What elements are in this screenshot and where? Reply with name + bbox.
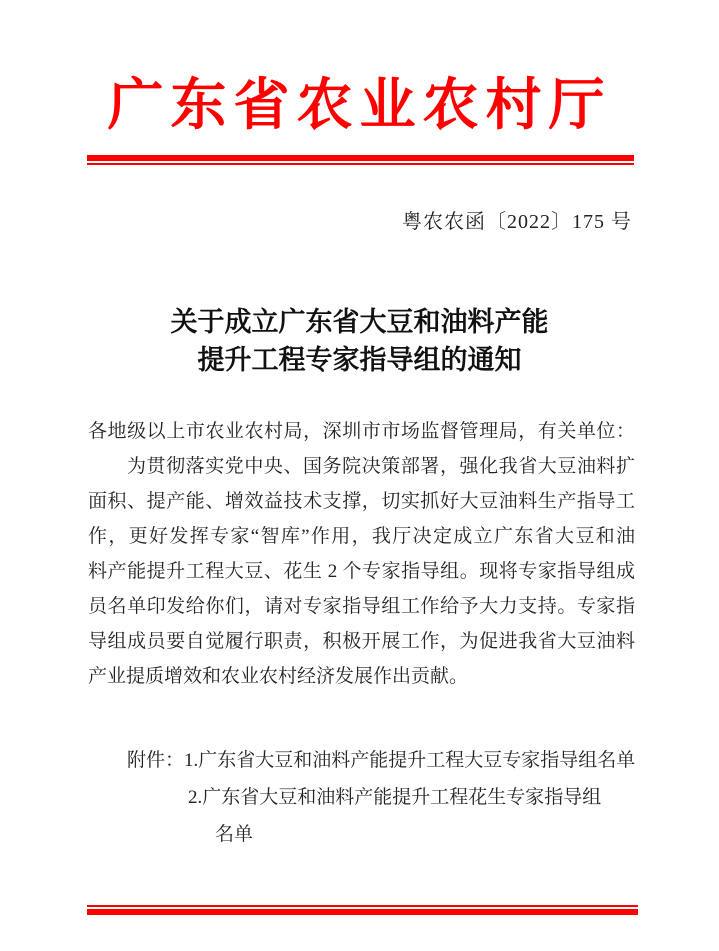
header-divider [87, 155, 634, 165]
paragraph-line-2: 面积、提产能、增效益技术支撑，切实抓好大豆油料生产指导工 [88, 491, 635, 512]
document-reference-number: 粤农农函〔2022〕175 号 [402, 211, 632, 233]
attachment-item-2: 2.广东省大豆和油料产能提升工程花生专家指导组 [188, 787, 602, 808]
paragraph-line-6: 导组成员要自觉履行职责，积极开展工作，为促进我省大豆油料 [88, 631, 635, 652]
document-title-line-1: 关于成立广东省大豆和油料产能 [170, 307, 549, 337]
footer-divider-thick-line [87, 909, 638, 915]
paragraph-line-5: 员名单印发给你们，请对专家指导组工作给予大力支持。专家指 [88, 596, 635, 617]
recipients-line: 各地级以上市农业农村局，深圳市市场监督管理局，有关单位： [88, 421, 635, 442]
paragraph-line-4: 料产能提升工程大豆、花生 2 个专家指导组。现将专家指导组成 [88, 561, 635, 582]
document-title [0, 303, 719, 379]
paragraph-line-7: 产业提质增效和农业农村经济发展作出贡献。 [88, 666, 469, 687]
footer-divider [87, 905, 638, 915]
attachment-item-2-continuation: 名单 [215, 824, 254, 845]
attachment-item-1: 1.广东省大豆和油料产能提升工程大豆专家指导组名单 [184, 750, 636, 771]
attachments-block [88, 742, 668, 853]
attachments-label: 附件： [127, 750, 185, 771]
agency-name: 广东省农业农村厅 [107, 75, 612, 137]
paragraph-line-1: 为贯彻落实党中央、国务院决策部署，强化我省大豆油料扩 [127, 456, 635, 477]
document-body [88, 414, 635, 694]
paragraph-line-3: 作，更好发挥专家“智库”作用，我厅决定成立广东省大豆和油 [88, 526, 635, 547]
document-title-line-2: 提升工程专家指导组的通知 [197, 345, 522, 375]
header-divider-thin-line [87, 163, 634, 165]
attachment-line-1 [88, 742, 668, 779]
